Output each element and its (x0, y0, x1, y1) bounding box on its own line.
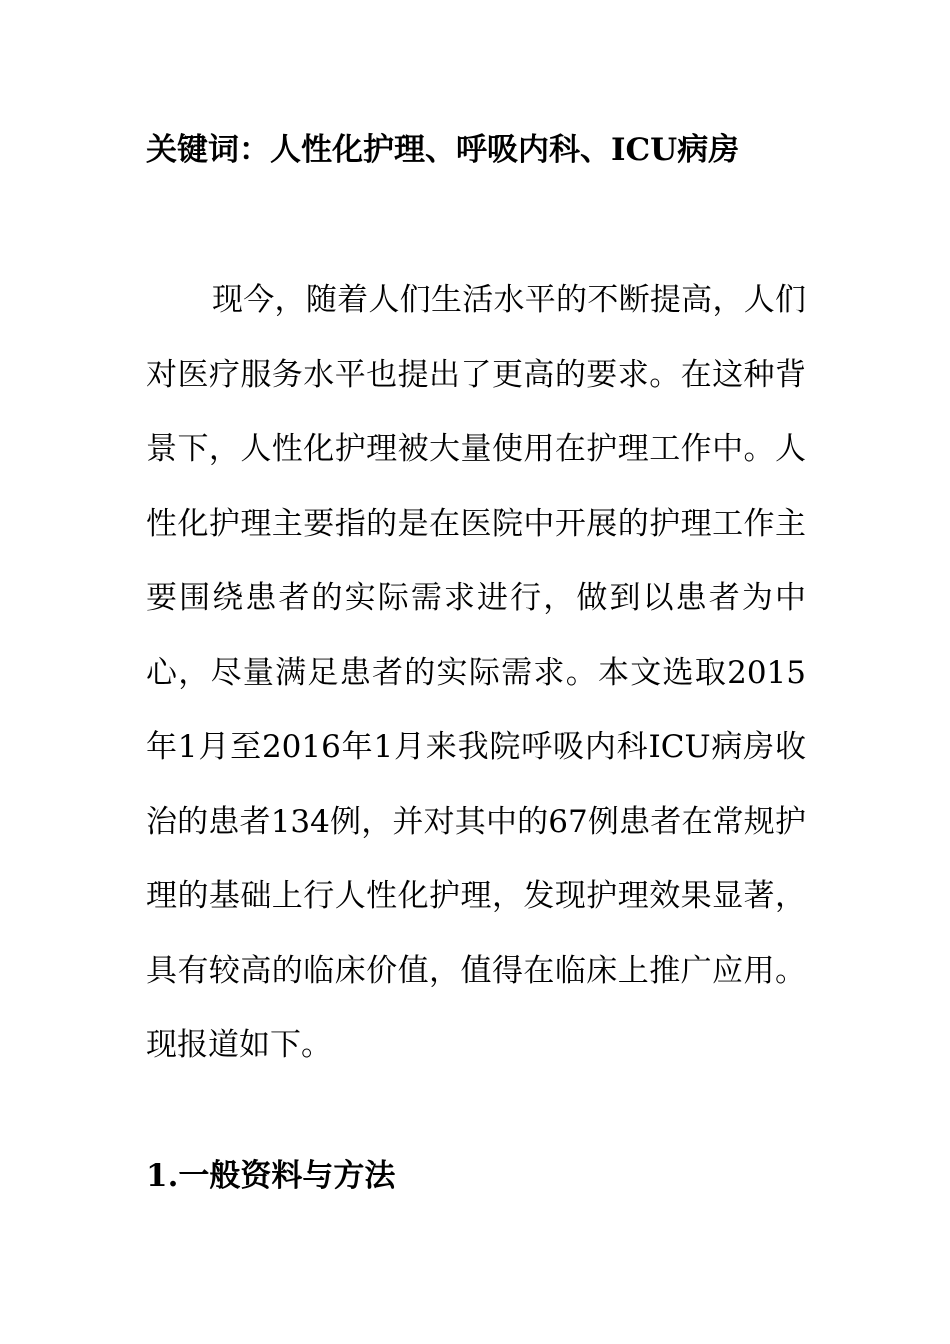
section-heading: 1.一般资料与方法 (146, 1158, 396, 1194)
keywords-line: 关键词：人性化护理、呼吸内科、ICU病房 (146, 132, 740, 168)
intro-paragraph: 现今，随着人们生活水平的不断提高，人们对医疗服务水平也提出了更高的要求。在这种背景下，人性化护理被大量使用在护理工作中。人性化护理主要指的是在医院中开展的护理工作主要围绕患者的实际需求进行，做到以患者为中心，尽量满足患者的实际需求。本文选取2015年1月至2016年1月来我院呼吸内科ICU病房收治的患者134例，并对其中的67例患者在常规护理的基础上行人性化护理，发现护理效果显著，具有较高的临床价值，值得在临床上推广应用。现报道如下。 (146, 282, 806, 1063)
